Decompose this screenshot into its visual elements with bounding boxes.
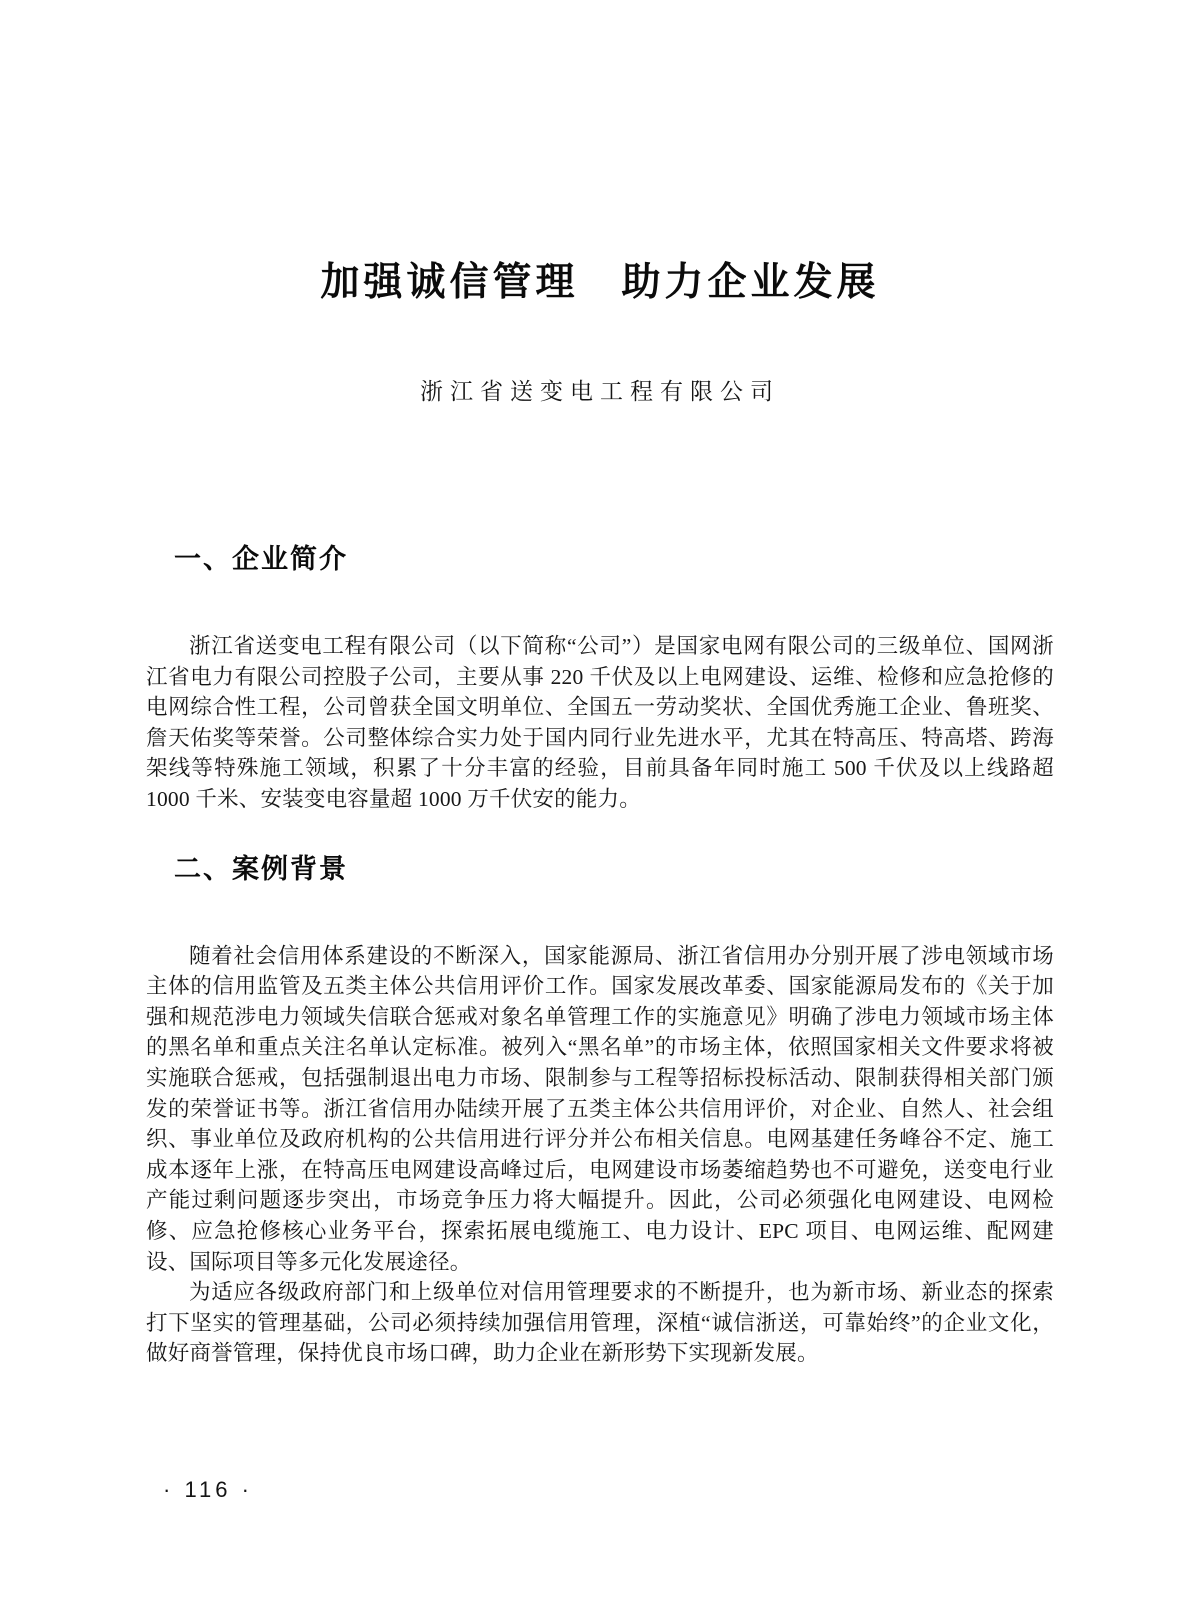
section-body-case-background [146, 941, 1054, 1369]
paragraph: 随着社会信用体系建设的不断深入，国家能源局、浙江省信用办分别开展了涉电领域市场主体的信用监管及五类主体公共信用评价工作。国家发展改革委、国家能源局发布的《关于加强和规范涉电力领域失信联合惩戒对象名单管理工作的实施意见》明确了涉电力领域市场主体的黑名单和重点关注名单认定标准。被列入“黑名单”的市场主体，依照国家相关文件要求将被实施联合惩戒，包括强制退出电力市场、限制参与工程等招标投标活动、限制获得相关部门颁发的荣誉证书等。浙江省信用办陆续开展了五类主体公共信用评价，对企业、自然人、社会组织、事业单位及政府机构的公共信用进行评分并公布相关信息。电网基建任务峰谷不定、施工成本逐年上涨，在特高压电网建设高峰过后，电网建设市场萎缩趋势也不可避免，送变电行业产能过剩问题逐步突出，市场竞争压力将大幅提升。因此，公司必须强化电网建设、电网检修、应急抢修核心业务平台，探索拓展电缆施工、电力设计、EPC 项目、电网运维、配网建设、国际项目等多元化发展途径。 [146, 943, 1054, 1274]
paragraph: 为适应各级政府部门和上级单位对信用管理要求的不断提升，也为新市场、新业态的探索打下坚实的管理基础，公司必须持续加强信用管理，深植“诚信浙送，可靠始终”的企业文化，做好商誉管理，保持优良市场口碑，助力企业在新形势下实现新发展。 [146, 1280, 1054, 1366]
section-body-company-profile [146, 631, 1054, 815]
document-subtitle: 浙江省送变电工程有限公司 [420, 379, 780, 404]
page-number: · 116 · [163, 1477, 253, 1502]
page-content [0, 260, 1200, 1369]
section-heading-case-background: 二、案例背景 [174, 853, 348, 884]
paragraph: 浙江省送变电工程有限公司（以下简称“公司”）是国家电网有限公司的三级单位、国网浙江省电力有限公司控股子公司，主要从事 220 千伏及以上电网建设、运维、检修和应急抢修的电网综合性工程，公司曾获全国文明单位、全国五一劳动奖状、全国优秀施工企业、鲁班奖、詹天佑奖等荣誉。公司整体综合实力处于国内同行业先进水平，尤其在特高压、特高塔、跨海架线等特殊施工领域，积累了十分丰富的经验，目前具备年同时施工 500 千伏及以上线路超 1000 千米、安装变电容量超 1000 万千伏安的能力。 [146, 634, 1054, 811]
section-heading-company-profile: 一、企业简介 [174, 544, 348, 574]
document-title: 加强诚信管理 助力企业发展 [320, 261, 880, 304]
